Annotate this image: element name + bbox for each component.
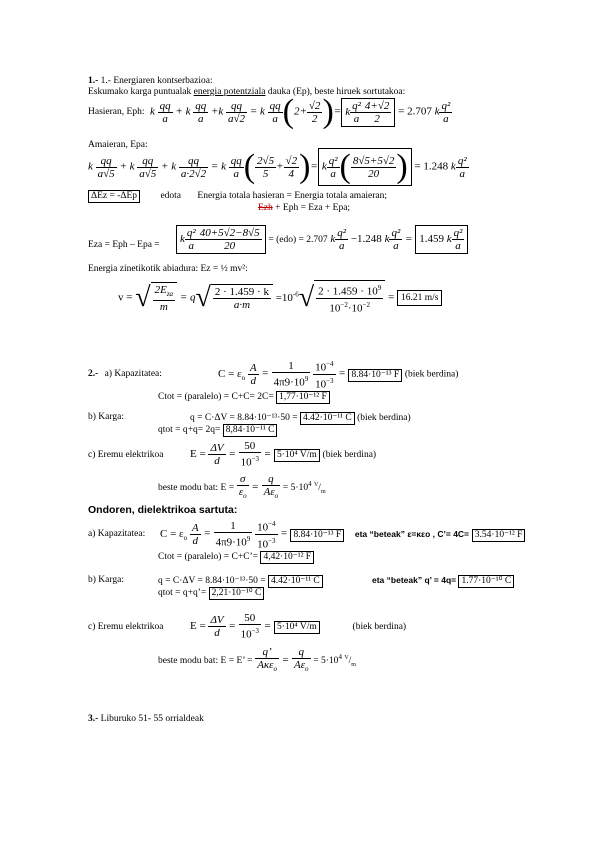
- d-a-box: 8.84·10⁻¹³ F: [290, 529, 344, 542]
- s2-a-note: (biek berdina): [404, 369, 459, 380]
- hasieran-label: Hasieran, Eph:: [88, 107, 145, 117]
- d-c-box: 5·10⁴ V/m: [274, 621, 320, 634]
- dielectric-heading: Ondoren, dielektrikoa sartuta:: [88, 504, 238, 516]
- d-b-box: 4.42·10⁻¹¹ C: [268, 575, 323, 588]
- d-a-label: a) Kapazitatea:: [88, 529, 146, 539]
- s2-ctot-box: 1,77·10⁻¹² F: [276, 391, 330, 404]
- section-3-text: Liburuko 51- 55 orrialdeak: [100, 714, 204, 724]
- section-2-number: 2.-: [88, 369, 99, 379]
- d-c-note: (biek berdina): [352, 621, 407, 632]
- velocity-boxed-result: 16.21 m/s: [397, 290, 442, 306]
- s2-qtot-box: 8,84·10⁻¹¹ C: [223, 424, 278, 437]
- s2-b-box: 4.42·10⁻¹¹ C: [300, 412, 355, 425]
- s2-b-row: [88, 412, 411, 423]
- d-qtot-row: [158, 587, 264, 600]
- section-3-row: [88, 714, 204, 725]
- s2-c-equation: E = $\frac{\Delta V}{d}$ = $\frac{50}{10^{-3}}$ = 5·10⁴ V/m (biek berdina): [190, 440, 377, 469]
- s2-ctot-row: [158, 391, 330, 404]
- s2-c-box: 5·10⁴ V/m: [274, 449, 320, 462]
- section-3-number: 3.-: [88, 714, 99, 724]
- s2-b-note: (biek berdina): [357, 413, 411, 423]
- d-b-extra-wrap: [372, 575, 514, 588]
- section-1-title: [88, 76, 213, 87]
- s2-c-note: (biek berdina): [322, 449, 377, 460]
- eza-boxed-expression: k $\frac{\text{q²}}{a}$ $\frac{40+5√2-8√5}{20}$: [176, 225, 266, 254]
- eza-label: Eza = Eph – Epa =: [88, 240, 160, 250]
- d-ctot-row: [158, 551, 314, 564]
- delta-energy-box: ΔEz = -ΔEp: [88, 190, 140, 203]
- d-b-label: b) Karga:: [88, 575, 124, 585]
- total-energy-text: Energia totala hasieran = Energia totala amaieran;: [197, 191, 388, 201]
- amaieran-boxed-result: k $\frac{\text{q²}}{a}$ ( $\frac{8√5+5√2}{20}$ ): [318, 148, 412, 186]
- delta-row: [88, 190, 387, 203]
- d-ctot-box: 4,42·10⁻¹² F: [260, 551, 314, 564]
- s2-ctot-label: Ctot = (paralelo) = C+C= 2C=: [158, 392, 274, 402]
- d-b-row: [88, 575, 512, 586]
- amaieran-label: Amaieran, Epa:: [88, 140, 148, 150]
- eza-equation: k $\frac{\text{q²}}{a}$ $\frac{40+5√2-8√5}{20}$ = (edo) = 2.707 k $\frac{\text{q²}}{a}$ −1.248 k $\frac{\text{q²}}{a}$ = 1.459 k $\frac{\text{q²}}{a}$: [176, 225, 468, 254]
- s2-a-equation: $C = \varepsilon_o$ $\frac{A}{d}$ = $\frac{1}{4\pi 9\cdot 10^9}$ $\frac{10^{-4}}{10^{-3}}$ = 8.84·10⁻¹³ F (biek berdina): [218, 359, 459, 391]
- edota-text: edota: [160, 191, 182, 201]
- d-a-equation: $C = \varepsilon_o$ $\frac{A}{d}$ = $\frac{1}{4\pi 9\cdot 10^9}$ $\frac{10^{-4}}{10^{-3}}$ = 8.84·10⁻¹³ F eta “beteak” ε=κεo , C’= 4C= 3.54·10⁻¹² F: [160, 518, 525, 550]
- section-1-number: 1.-: [88, 76, 99, 86]
- d-c-equation: E = $\frac{\Delta V}{d}$ = $\frac{50}{10^{-3}}$ = 5·10⁴ V/m (biek berdina): [190, 612, 407, 641]
- amaieran-equation: k $\frac{qq}{a√5}$ + k $\frac{qq}{a√5}$ + k $\frac{qq}{a\cdot 2√2}$ = k $\frac{qq}{a}$ ( $\frac{2√5}{5}$ + $\frac{√2}{4}$ )= k $\frac{\text{q²}}{a}$ ( $\frac{8√5+5√2}{20}$ ) = 1.248 k $\frac{\text{q²}}{a}$: [88, 148, 467, 185]
- d-beste-equation: beste modu bat: E = E’ = $\frac{q’}{A\kappa\varepsilon_o}$ = $\frac{q}{A\varepsilon_o}$ = $5\cdot 10^4$ $^V/_m$: [158, 646, 356, 674]
- s2-b-expr: q = C·ΔV = 8.84·10⁻¹³·50 =: [190, 413, 298, 423]
- hasieran-boxed-result: k $\frac{\text{q²}}{a}$ $\frac{4+√2}{2}$: [341, 98, 395, 127]
- energy-balance-row: [258, 203, 350, 214]
- d-ctot-label: Ctot = (paralelo) = C+C’=: [158, 552, 259, 562]
- intro-text-end: dauka (Ep), beste hiruek sortutakoa:: [265, 87, 406, 97]
- d-b-expr: q = C·ΔV = 8.84·10⁻¹³·50 =: [158, 576, 266, 586]
- s2-a-label: a) Kapazitatea:: [104, 369, 162, 379]
- s2-b-label: b) Karga:: [88, 412, 124, 422]
- s2-a-box: 8.84·10⁻¹³ F: [348, 369, 402, 382]
- d-a-extra: eta “beteak” ε=κεo , C’= 4C=: [354, 528, 470, 539]
- s2-a-row: [88, 369, 162, 380]
- cancelled-ezh: Ezh: [258, 203, 273, 213]
- intro-underlined: energia potentziala: [193, 87, 266, 97]
- velocity-equation: v = √ $\frac{2E_{za}}{m}$ = q√ $\frac{2 \cdot 1.459 \cdot k}{a\cdot m}$ $=10^{-6}√$ $\frac{2 \cdot 1.459 \cdot 10^9}{10^{-2}\cdot 10^{-2}}$ = 16.21 m/s: [118, 280, 442, 314]
- eza-boxed-result: 1.459 k $\frac{\text{q²}}{a}$: [415, 225, 468, 254]
- section-1-heading: 1.- Energiaren kontserbazioa:: [100, 76, 213, 86]
- s2-qtot-row: [158, 424, 277, 437]
- intro-text: Eskumako karga puntualak: [88, 87, 194, 97]
- s2-c-label: c) Eremu elektrikoa: [88, 450, 164, 460]
- d-qtot-label: qtot = q+q’=: [158, 588, 207, 598]
- energy-balance-rest: + Eph = Eza + Epa;: [275, 203, 351, 213]
- hasieran-equation: k $\frac{qq}{a}$ + k $\frac{qq}{a}$ +k $\frac{qq}{a√2}$ = k $\frac{qq}{a}$ (2+ $\frac{√2}{2}$ )= k $\frac{\text{q²}}{a}$ $\frac{4+√2}{2}$ = 2.707 k $\frac{\text{q²}}{a}$: [150, 93, 451, 130]
- d-c-label: c) Eremu elektrikoa: [88, 622, 164, 632]
- d-b-extra-box: 1.77·10⁻¹⁰ C: [458, 575, 514, 588]
- d-b-extra: eta “beteak” q’ = 4q=: [372, 575, 457, 585]
- s2-beste-equation: beste modu bat: E = $\frac{\sigma}{\varepsilon_o}$ = $\frac{q}{A\varepsilon_o}$ = $5\cdot 10^4$ $^V/_m$: [158, 473, 326, 501]
- d-a-extra-box: 3.54·10⁻¹² F: [472, 529, 526, 542]
- d-qtot-box: 2,21·10⁻¹⁰ C: [209, 587, 265, 600]
- s2-qtot-label: qtot = q+q= 2q=: [158, 425, 221, 435]
- kinetic-energy-label: Energia zinetikotik abiadura: Ez = ½ mv²:: [88, 264, 248, 274]
